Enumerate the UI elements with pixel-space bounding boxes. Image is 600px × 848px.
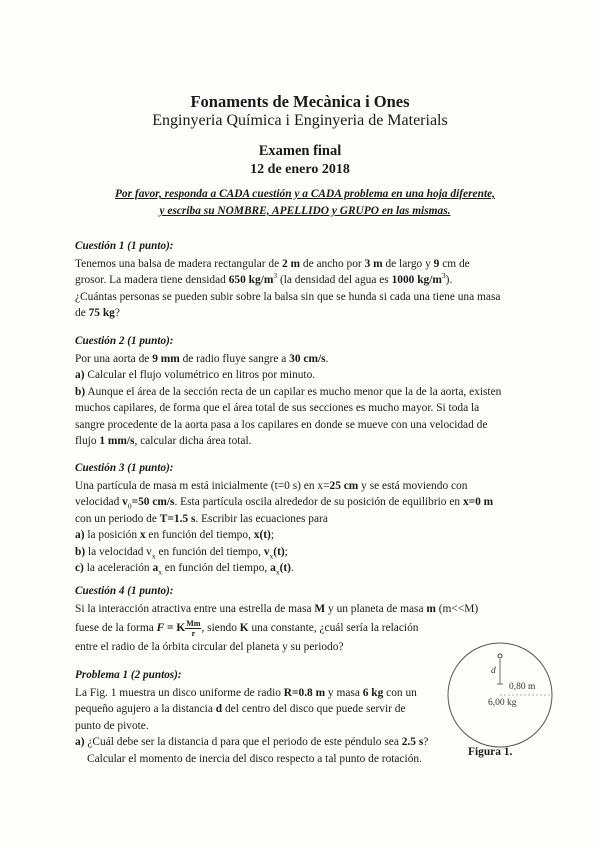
problem-1-line: La Fig. 1 muestra un disco uniforme de radio R=0.8 m y masa 6 kg con un xyxy=(75,686,417,699)
question-2-line: Por una aorta de 9 mm de radio fluye sangre a 30 cm/s. xyxy=(75,352,329,365)
question-4-title: Cuestión 4 (1 punto): xyxy=(75,585,174,597)
question-4-line: entre el radio de la órbita circular del planeta y su periodo? xyxy=(75,641,344,653)
label-d: d xyxy=(491,666,496,676)
problem-1-line: pequeño agujero a la distancia d del centro del disco que puede servir de xyxy=(75,703,406,715)
question-1-line: ¿Cuántas personas se pueden subir sobre la balsa sin que se hunda si cada una tiene una masa xyxy=(75,290,501,303)
question-3 xyxy=(75,460,530,577)
question-1-title: Cuestión 1 (1 punto): xyxy=(75,240,174,252)
question-3-line: a) la posición x en función del tiempo, x(t); xyxy=(75,529,275,541)
question-1-line: de 75 kg? xyxy=(75,307,120,319)
question-1-line: Tenemos una balsa de madera rectangular de 2 m de ancho por 3 m de largo y 9 cm de xyxy=(75,257,470,270)
force-fraction: $\frac{Mm}{r}$ xyxy=(186,618,201,638)
question-2-line: a) Calcular el flujo volumétrico en litros por minuto. xyxy=(75,369,316,381)
question-3-line: b) la velocidad $v_x$ en función del tiempo, $v_x(t)$; xyxy=(75,545,288,560)
question-2-line: sangre procedente de la aorta pasa a los capilares en donde se mueve con una velocidad de xyxy=(75,418,488,431)
question-2-line: flujo 1 mm/s, calcular dicha área total. xyxy=(75,435,252,447)
question-4-line: Si la interacción atractiva entre una estrella de masa M y un planeta de masa m (m<<M) xyxy=(75,602,479,615)
exam-date: 12 de enero 2018 xyxy=(250,162,350,177)
disk-figure xyxy=(447,640,567,750)
problem-1-line: Calcular el momento de inercia del disco respecto a tal punto de rotación. xyxy=(87,752,422,765)
degree-title: Enginyeria Química i Enginyeria de Materials xyxy=(152,112,448,129)
question-1 xyxy=(75,238,530,322)
question-3-line: Una partícula de masa m está inicialmente (t=0 s) en x=25 cm y se está moviendo con xyxy=(75,479,468,492)
question-2 xyxy=(75,333,530,450)
label-mass: 6,00 kg xyxy=(488,698,517,708)
disk-drawing xyxy=(447,640,567,750)
question-2-line: b) Aunque el área de la sección recta de un capilar es mucho menor que la de la aorta, existen xyxy=(75,385,502,398)
instructions-line-2: y escriba su NOMBRE, APELLIDO y GRUPO en las mismas. xyxy=(159,205,451,217)
question-3-line: velocidad $v_0=50$ cm/s. Esta partícula oscila alrededor de su posición de equilibrio en x=0 m xyxy=(75,496,494,511)
question-3-line: c) la aceleración $a_x$ en función del tiempo, $a_x(t)$. xyxy=(75,562,294,577)
instructions xyxy=(70,186,540,220)
question-3-title: Cuestión 3 (1 punto): xyxy=(75,462,174,474)
question-2-title: Cuestión 2 (1 punto): xyxy=(75,335,174,347)
problem-1-line: punto de pivote. xyxy=(75,719,149,732)
figure-caption: Figura 1. xyxy=(468,746,513,758)
label-radius: 0,80 m xyxy=(509,682,536,692)
instructions-line-1: Por favor, responda a CADA cuestión y a CADA problema en una hoja diferente, xyxy=(114,188,496,200)
course-title: Fonaments de Mecànica i Ones xyxy=(190,92,410,111)
question-3-line: con un periodo de T=1.5 s. Escribir las ecuaciones para xyxy=(75,512,328,525)
question-1-line: grosor. La madera tiene densidad 650 $kg/m^3$ (la densidad del agua es 1000 $kg/m^3$). xyxy=(75,271,453,286)
exam-title: Examen final xyxy=(258,143,342,159)
question-4-line: fuese de la forma F = K $\frac{Mm}{r}$ , siendo K una constante, ¿cuál sería la relación xyxy=(75,618,419,638)
question-2-line: muchos capilares, de forma que el área total de sus secciones es mucho mayor. Si toda la xyxy=(75,402,480,414)
problem-1-line: a) ¿Cuál debe ser la distancia d para que el periodo de este péndulo sea 2.5 s? xyxy=(75,736,429,748)
problem-1-title: Problema 1 (2 puntos): xyxy=(75,669,182,681)
pivot-hole xyxy=(498,654,502,658)
